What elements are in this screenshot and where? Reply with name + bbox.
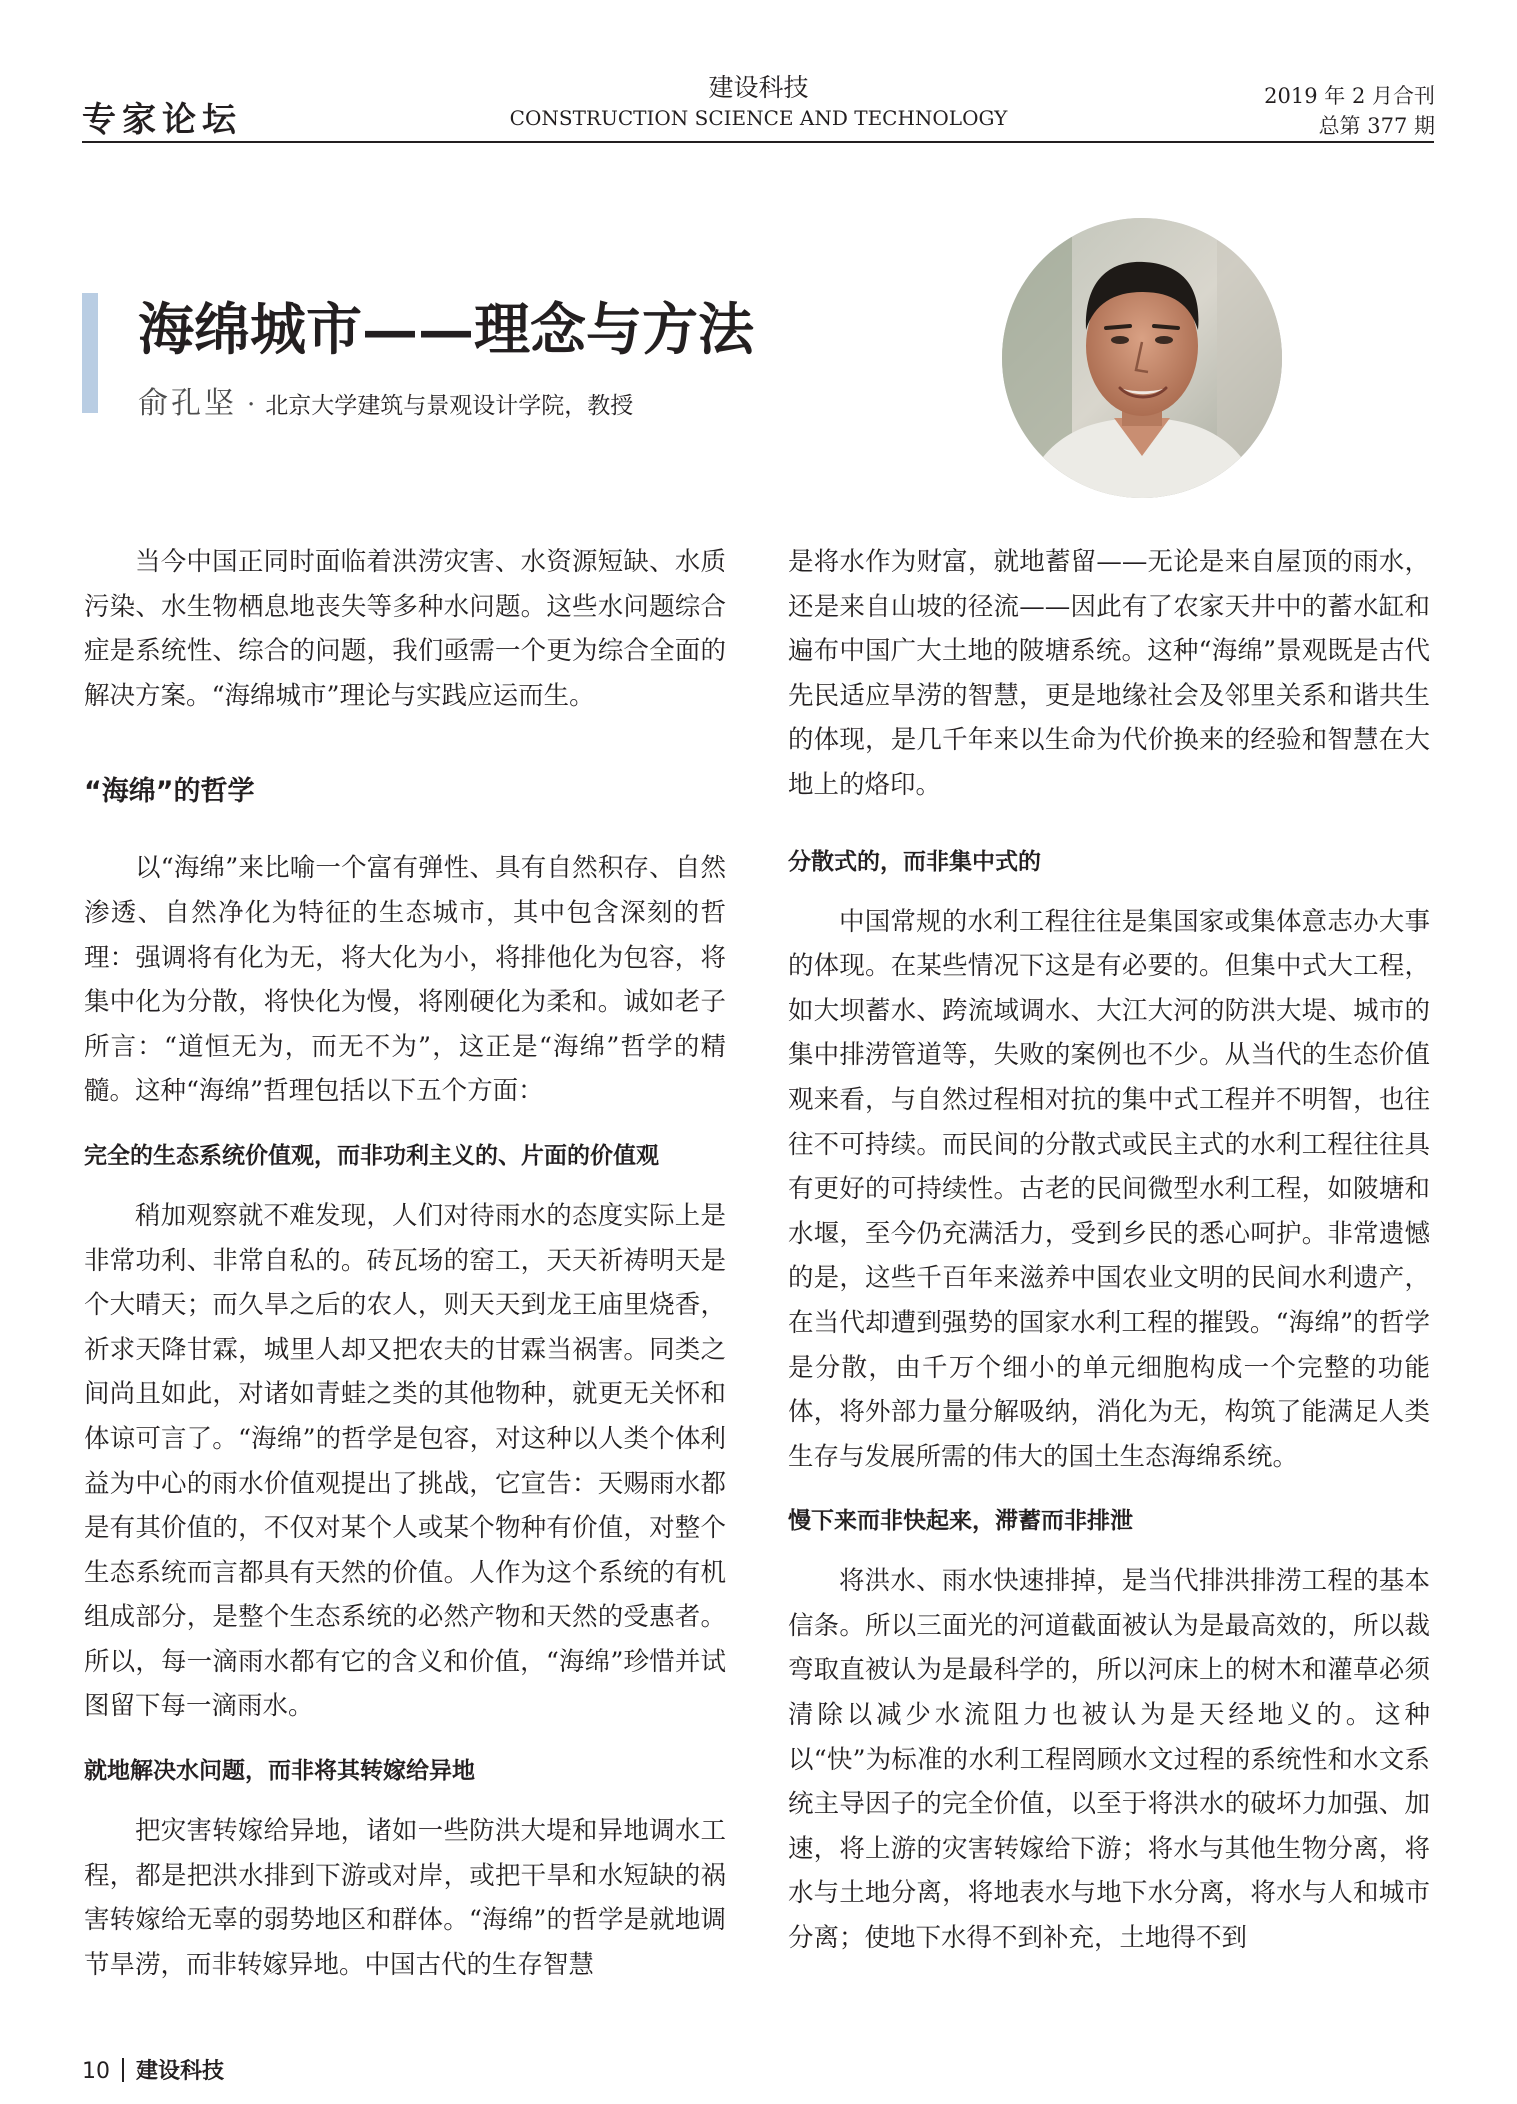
local-solution-paragraph: 把灾害转嫁给异地，诸如一些防洪大堤和异地调水工程，都是把洪水排到下游或对岸，或把干旱和水短缺的祸害转嫁给无辜的弱势地区和群体。“海绵”的哲学是就地调节旱涝，而非转嫁异地。中国古代的生存智慧: [84, 1816, 726, 1980]
journal-title-cn: 建设科技: [708, 73, 809, 102]
author-name: 俞孔坚: [138, 386, 237, 421]
ecosystem-value-paragraph: 稍加观察就不难发现，人们对待雨水的态度实际上是非常功利、非常自私的。砖瓦场的窑工，天天祈祷明天是个大晴天；而久旱之后的农人，则天天到龙王庙里烧香，祈求天降甘霖，城里人却又把农夫的甘霖当祸害。同类之间尚且如此，对诸如青蛙之类的其他物种，就更无关怀和体谅可言了。“海绵”的哲学是包容，对这种以人类个体利益为中心的雨水价值观提出了挑战，它宣告：天赐雨水都是有其价值的，不仅对某个人或某个物种有价值，对整个生态系统而言都具有天然的价值。人作为这个系统的有机组成部分，是整个生态系统的必然产物和天然的受惠者。所以，每一滴雨水都有它的含义和价值，“海绵”珍惜并试图留下每一滴雨水。: [84, 1200, 726, 1722]
subheading-slow-down: 慢下来而非快起来，滞蓄而非排泄: [788, 1508, 1133, 1535]
author-portrait: [1002, 218, 1282, 498]
issue-date: 2019 年 2 月合刊: [1264, 84, 1435, 108]
subheading-ecosystem-value: 完全的生态系统价值观，而非功利主义的、片面的价值观: [84, 1142, 659, 1169]
subheading-decentralized: 分散式的，而非集中式的: [788, 848, 1041, 875]
byline-separator: ·: [247, 390, 256, 420]
header-rule: [82, 141, 1434, 143]
decentralized-paragraph: 中国常规的水利工程往往是集国家或集体意志办大事的体现。在某些情况下这是有必要的。但集中式大工程，如大坝蓄水、跨流域调水、大江大河的防洪大堤、城市的集中排涝管道等，失败的案例也不少。从当代的生态价值观来看，与自然过程相对抗的集中式工程并不明智，也往往不可持续。而民间的分散式或民主式的水利工程往往具有更好的可持续性。古老的民间微型水利工程，如陂塘和水堰，至今仍充满活力，受到乡民的悉心呵护。非常遗憾的是，这些千百年来滋养中国农业文明的民间水利遗产，在当代却遭到强势的国家水利工程的摧毁。“海绵”的哲学是分散，由千万个细小的单元细胞构成一个完整的功能体，将外部力量分解吸纳，消化为无，构筑了能满足人类生存与发展所需的伟大的国土生态海绵系统。: [788, 906, 1430, 1472]
section-label: 专家论坛: [82, 100, 242, 140]
issue-number: 总第 377 期: [1318, 114, 1435, 138]
page-number: 10: [82, 2059, 110, 2084]
page-footer: [82, 2054, 224, 2085]
subheading-local-solution: 就地解决水问题，而非将其转嫁给异地: [84, 1758, 475, 1785]
continued-paragraph: 是将水作为财富，就地蓄留——无论是来自屋顶的雨水，还是来自山坡的径流——因此有了农家天井中的蓄水缸和遍布中国广大土地的陂塘系统。这种“海绵”景观既是古代先民适应旱涝的智慧，更是地缘社会及邻里关系和谐共生的体现，是几千年来以生命为代价换来的经验和智慧在大地上的烙印。: [788, 547, 1430, 800]
left-column: [84, 540, 726, 1987]
footer-separator: [122, 2058, 124, 2082]
footer-journal-name: 建设科技: [136, 2059, 225, 2084]
philosophy-paragraph: 以“海绵”来比喻一个富有弹性、具有自然积存、自然渗透、自然净化为特征的生态城市，其中包含深刻的哲理：强调将有化为无，将大化为小，将排他化为包容，将集中化为分散，将快化为慢，将刚硬化为柔和。诚如老子所言：“道恒无为，而无不为”，这正是“海绵”哲学的精髓。这种“海绵”哲理包括以下五个方面：: [84, 853, 726, 1107]
byline: [138, 378, 633, 422]
article-title: 海绵城市——理念与方法: [138, 297, 754, 363]
author-portrait-image: [1002, 218, 1282, 498]
journal-title-en: CONSTRUCTION SCIENCE AND TECHNOLOGY: [509, 106, 1008, 130]
section-heading-philosophy: “海绵”的哲学: [84, 776, 255, 808]
author-affiliation: 北京大学建筑与景观设计学院，教授: [265, 393, 634, 419]
slow-down-paragraph: 将洪水、雨水快速排掉，是当代排洪排涝工程的基本信条。所以三面光的河道截面被认为是最高效的，所以裁弯取直被认为是最科学的，所以河床上的树木和灌草必须清除以减少水流阻力也被认为是天经地义的。这种以“快”为标准的水利工程罔顾水文过程的系统性和水文系统主导因子的完全价值，以至于将洪水的破坏力加强、加速，将上游的灾害转嫁给下游；将水与其他生物分离，将水与土地分离，将地表水与地下水分离，将水与人和城市分离；使地下水得不到补充，土地得不到: [788, 1566, 1430, 1954]
right-column: [788, 540, 1430, 1961]
intro-paragraph: 当今中国正同时面临着洪涝灾害、水资源短缺、水质污染、水生物栖息地丧失等多种水问题。这些水问题综合症是系统性、综合的问题，我们亟需一个更为综合全面的解决方案。“海绵城市”理论与实践应运而生。: [84, 547, 726, 711]
title-accent-bar: [82, 293, 98, 413]
page-header: [0, 0, 1517, 150]
